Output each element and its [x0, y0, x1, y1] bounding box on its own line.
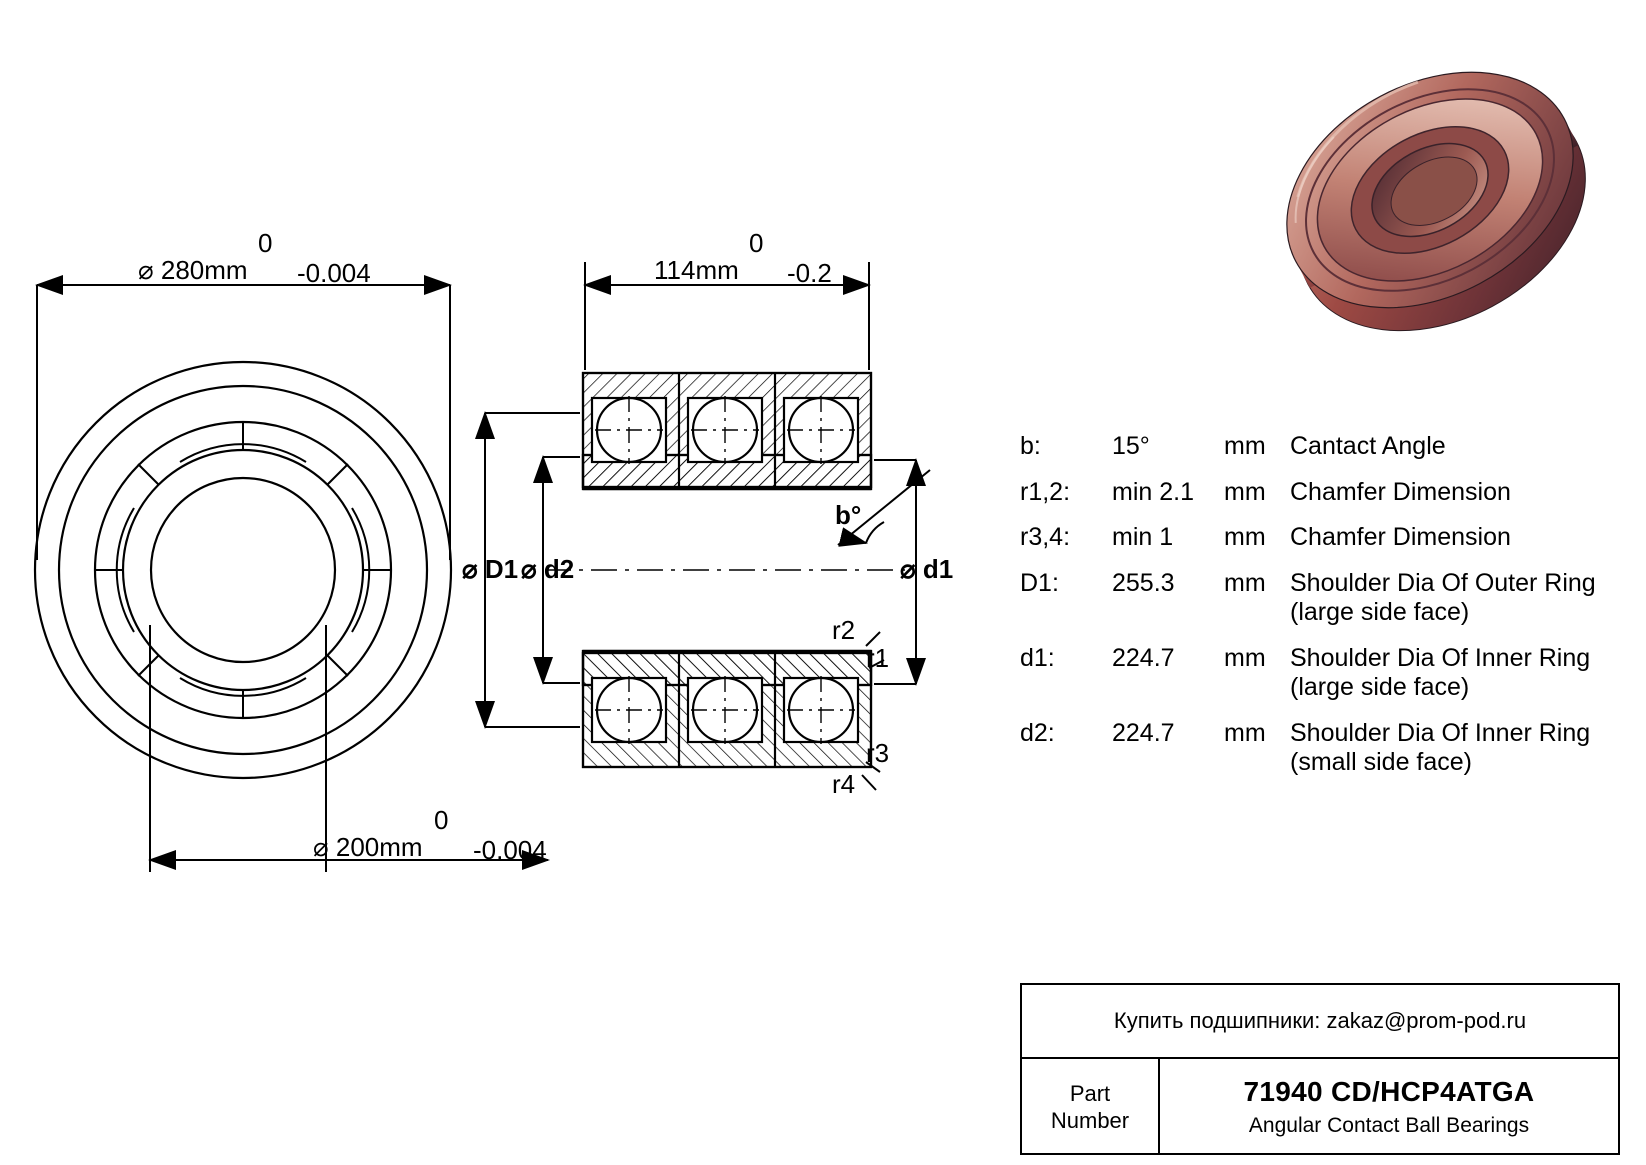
label-D1: ⌀ D1	[462, 554, 519, 584]
spec-row	[1020, 569, 1620, 628]
label-d2: ⌀ d2	[521, 554, 575, 584]
spec-unit: mm	[1224, 432, 1266, 460]
spec-symbol: d2:	[1020, 718, 1055, 747]
part-number-value: 71940 CD/HCP4ATGA	[1243, 1076, 1535, 1107]
spec-description-main: Shoulder Dia Of Outer Ring	[1290, 568, 1596, 597]
label-r2: r2	[832, 615, 856, 645]
bearing-3d-render	[1246, 25, 1626, 378]
spec-unit: mm	[1224, 568, 1266, 597]
specification-table	[1020, 432, 1620, 794]
spec-row	[1020, 478, 1620, 508]
label-contact-angle: b°	[835, 500, 862, 530]
spec-unit: mm	[1224, 643, 1266, 672]
spec-description-main: Chamfer Dimension	[1290, 523, 1511, 551]
spec-unit: mm	[1224, 477, 1266, 506]
spec-description	[1290, 569, 1620, 628]
spec-value: 15°	[1112, 432, 1150, 460]
title-block	[1020, 983, 1620, 1155]
spec-symbol: d1:	[1020, 643, 1055, 672]
label-r3: r3	[866, 738, 890, 768]
contact-line: Купить подшипники: zakaz@prom-pod.ru	[1022, 985, 1618, 1059]
spec-description	[1290, 478, 1620, 508]
spec-description-main: Shoulder Dia Of Inner Ring	[1290, 718, 1591, 747]
spec-value: min 1	[1112, 523, 1174, 551]
front-outer-diameter-value: ⌀ 280mm	[138, 255, 248, 285]
spec-row	[1020, 644, 1620, 703]
front-outer-tolerance-bottom: -0.004	[297, 258, 371, 288]
spec-description-main: Chamfer Dimension	[1290, 477, 1511, 506]
part-number-label-line1: Part	[1069, 1080, 1111, 1106]
part-number-label-line2: Number	[1050, 1108, 1130, 1133]
spec-row	[1020, 432, 1620, 462]
spec-symbol: r1,2:	[1020, 477, 1071, 506]
label-d1: ⌀ d1	[900, 554, 954, 584]
front-bore-tolerance-top: 0	[434, 805, 449, 835]
product-family: Angular Contact Ball Bearings	[1248, 1114, 1530, 1137]
front-outer-tolerance-top: 0	[258, 228, 273, 258]
spec-description-sub: (large side face)	[1290, 673, 1470, 701]
spec-description-sub: (small side face)	[1290, 748, 1472, 776]
spec-symbol: b:	[1020, 432, 1041, 460]
spec-value: 224.7	[1112, 643, 1175, 672]
front-view-cage-marks	[95, 422, 391, 718]
spec-description	[1290, 523, 1620, 553]
spec-description	[1290, 644, 1620, 703]
section-width-value: 114mm	[654, 255, 739, 285]
spec-value: 224.7	[1112, 718, 1175, 747]
spec-description	[1290, 432, 1620, 462]
spec-value: 255.3	[1112, 568, 1175, 597]
section-width-tolerance-bottom: -0.2	[787, 258, 832, 288]
part-number-block	[1160, 1059, 1618, 1155]
spec-value: min 2.1	[1112, 477, 1194, 506]
label-r1: r1	[866, 643, 890, 673]
spec-row	[1020, 523, 1620, 553]
section-width-tolerance-top: 0	[749, 228, 764, 258]
spec-symbol: r3,4:	[1020, 523, 1071, 551]
spec-unit: mm	[1224, 718, 1266, 747]
spec-description-main: Shoulder Dia Of Inner Ring	[1290, 643, 1591, 672]
spec-description-sub: (large side face)	[1290, 598, 1470, 626]
title-block-body	[1022, 1059, 1618, 1155]
spec-symbol: D1:	[1020, 568, 1059, 597]
spec-row	[1020, 719, 1620, 778]
label-r4: r4	[832, 769, 856, 799]
front-bore-tolerance-bottom: -0.004	[473, 835, 547, 865]
spec-description	[1290, 719, 1620, 778]
front-bore-diameter-value: ⌀ 200mm	[313, 832, 423, 862]
spec-description-main: Cantact Angle	[1290, 432, 1446, 460]
part-number-label	[1022, 1059, 1160, 1155]
spec-unit: mm	[1224, 523, 1266, 551]
